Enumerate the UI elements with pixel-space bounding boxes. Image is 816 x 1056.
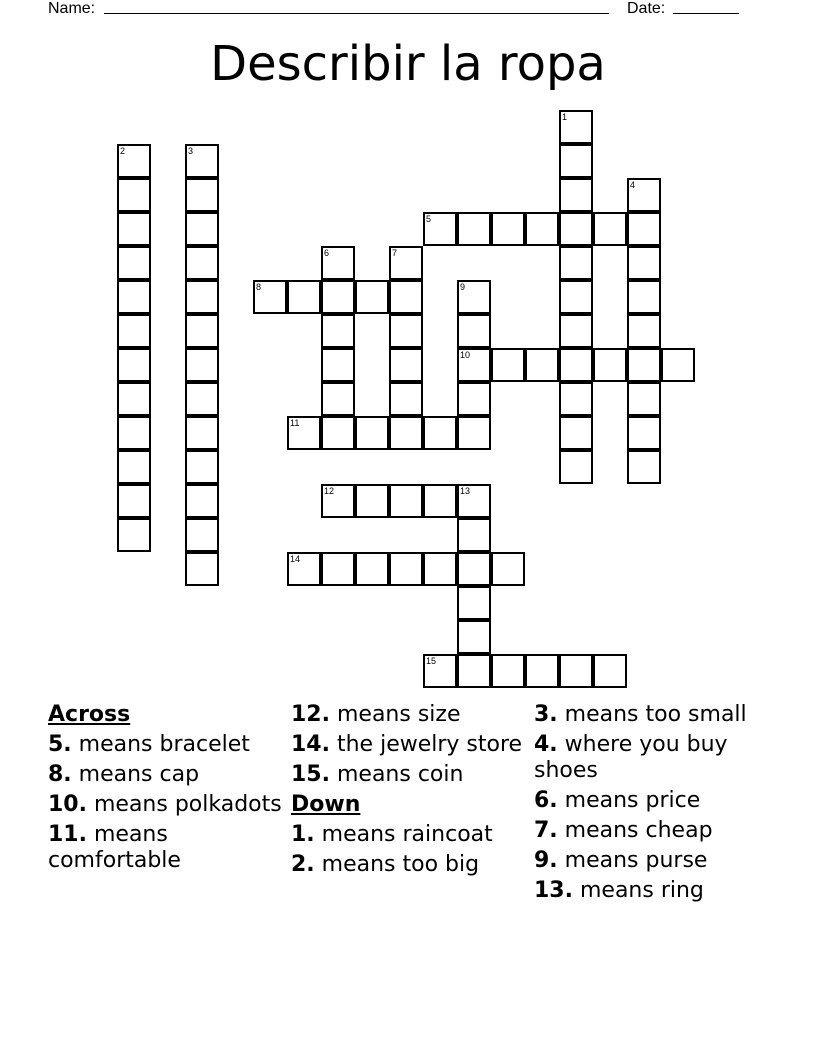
crossword-cell[interactable] xyxy=(355,416,389,450)
crossword-cell[interactable] xyxy=(185,484,219,518)
crossword-cell[interactable] xyxy=(389,382,423,416)
crossword-cell[interactable] xyxy=(321,280,355,314)
clue-number-label: 14. xyxy=(291,732,330,757)
crossword-cell[interactable] xyxy=(287,280,321,314)
clue-text: means polkadots xyxy=(86,792,282,817)
clue-number: 15 xyxy=(426,656,437,666)
clue-item xyxy=(534,878,770,904)
crossword-cell[interactable] xyxy=(321,314,355,348)
crossword-cell[interactable] xyxy=(117,144,151,178)
clue-text: the jewelry store xyxy=(329,732,523,757)
crossword-cell[interactable] xyxy=(321,484,355,518)
clue-number: 9 xyxy=(460,282,466,292)
crossword-cell[interactable] xyxy=(389,246,423,280)
crossword-cell[interactable] xyxy=(321,246,355,280)
crossword-cell[interactable] xyxy=(389,280,423,314)
clue-item xyxy=(48,822,284,874)
clue-number-label: 6. xyxy=(534,788,558,813)
crossword-cell[interactable] xyxy=(627,212,661,246)
crossword-cell[interactable] xyxy=(457,620,491,654)
clue-text: means raincoat xyxy=(314,822,493,847)
clue-item xyxy=(291,732,527,758)
crossword-cell[interactable] xyxy=(627,382,661,416)
clue-text: means price xyxy=(557,788,701,813)
clue-item xyxy=(48,762,284,788)
crossword-cell[interactable] xyxy=(321,382,355,416)
crossword-cell[interactable] xyxy=(389,416,423,450)
crossword-cell[interactable] xyxy=(253,280,287,314)
clue-item xyxy=(534,732,770,784)
crossword-cell[interactable] xyxy=(389,484,423,518)
clue-number: 14 xyxy=(290,554,301,564)
crossword-cell[interactable] xyxy=(457,518,491,552)
clue-text: means bracelet xyxy=(71,732,250,757)
clue-number-label: 3. xyxy=(534,702,558,727)
crossword-cell[interactable] xyxy=(491,552,525,586)
crossword-cell[interactable] xyxy=(525,348,559,382)
clue-number: 13 xyxy=(460,486,471,496)
crossword-cell[interactable] xyxy=(627,246,661,280)
crossword-cell[interactable] xyxy=(457,314,491,348)
crossword-cell[interactable] xyxy=(627,348,661,382)
crossword-cell[interactable] xyxy=(185,178,219,212)
clue-text: where you buy shoes xyxy=(534,732,728,783)
crossword-cell[interactable] xyxy=(559,246,593,280)
clue-number: 2 xyxy=(120,146,126,156)
clue-column-2 xyxy=(291,702,527,882)
crossword-cell[interactable] xyxy=(117,348,151,382)
clue-text: means purse xyxy=(557,848,708,873)
crossword-cell[interactable] xyxy=(457,280,491,314)
crossword-cell[interactable] xyxy=(457,212,491,246)
crossword-cell[interactable] xyxy=(423,484,457,518)
clue-number-label: 2. xyxy=(291,852,315,877)
crossword-cell[interactable] xyxy=(117,212,151,246)
crossword-cell[interactable] xyxy=(559,178,593,212)
crossword-cell[interactable] xyxy=(457,654,491,688)
clue-item xyxy=(291,822,527,848)
clue-text: means size xyxy=(329,702,461,727)
crossword-cell[interactable] xyxy=(423,212,457,246)
crossword-cell[interactable] xyxy=(457,552,491,586)
crossword-cell[interactable] xyxy=(627,280,661,314)
clue-text: means ring xyxy=(572,878,704,903)
crossword-cell[interactable] xyxy=(559,144,593,178)
crossword-cell[interactable] xyxy=(593,348,627,382)
clue-number: 3 xyxy=(188,146,194,156)
crossword-cell[interactable] xyxy=(457,348,491,382)
crossword-cell[interactable] xyxy=(321,552,355,586)
crossword-cell[interactable] xyxy=(559,382,593,416)
crossword-cell[interactable] xyxy=(321,348,355,382)
crossword-cell[interactable] xyxy=(491,212,525,246)
crossword-cell[interactable] xyxy=(423,416,457,450)
clue-item xyxy=(291,762,527,788)
clue-number-label: 12. xyxy=(291,702,330,727)
clue-number-label: 10. xyxy=(48,792,87,817)
clue-number-label: 9. xyxy=(534,848,558,873)
crossword-cell[interactable] xyxy=(423,654,457,688)
crossword-cell[interactable] xyxy=(457,484,491,518)
crossword-cell[interactable] xyxy=(593,654,627,688)
clue-number: 7 xyxy=(392,248,398,258)
crossword-cell[interactable] xyxy=(525,654,559,688)
crossword-cell[interactable] xyxy=(117,416,151,450)
crossword-cell[interactable] xyxy=(559,450,593,484)
crossword-cell[interactable] xyxy=(491,348,525,382)
crossword-cell[interactable] xyxy=(559,212,593,246)
clue-number: 6 xyxy=(324,248,330,258)
crossword-cell[interactable] xyxy=(185,246,219,280)
clue-item xyxy=(534,702,770,728)
crossword-cell[interactable] xyxy=(355,484,389,518)
clue-number-label: 13. xyxy=(534,878,573,903)
crossword-cell[interactable] xyxy=(117,246,151,280)
crossword-cell[interactable] xyxy=(627,314,661,348)
clue-number: 1 xyxy=(562,112,568,122)
clue-item xyxy=(534,848,770,874)
page-title: Describir la ropa xyxy=(210,36,606,92)
clue-item xyxy=(291,702,527,728)
crossword-cell[interactable] xyxy=(185,552,219,586)
crossword-cell[interactable] xyxy=(525,212,559,246)
crossword-cell[interactable] xyxy=(559,416,593,450)
crossword-cell[interactable] xyxy=(627,178,661,212)
clue-item xyxy=(534,788,770,814)
crossword-cell[interactable] xyxy=(185,518,219,552)
clue-item xyxy=(534,818,770,844)
clue-number: 8 xyxy=(256,282,262,292)
clue-item xyxy=(291,852,527,878)
clue-number: 11 xyxy=(290,418,300,428)
crossword-cell[interactable] xyxy=(559,314,593,348)
clue-item xyxy=(48,792,284,818)
clue-number-label: 4. xyxy=(534,732,558,757)
crossword-cell[interactable] xyxy=(117,382,151,416)
clue-number-label: 15. xyxy=(291,762,330,787)
clue-number: 12 xyxy=(324,486,335,496)
crossword-cell[interactable] xyxy=(355,552,389,586)
crossword-cell[interactable] xyxy=(117,314,151,348)
clue-text: means cap xyxy=(71,762,200,787)
crossword-cell[interactable] xyxy=(185,382,219,416)
crossword-cell[interactable] xyxy=(117,280,151,314)
crossword-cell[interactable] xyxy=(559,348,593,382)
crossword-cell[interactable] xyxy=(117,484,151,518)
crossword-cell[interactable] xyxy=(627,416,661,450)
crossword-cell[interactable] xyxy=(185,450,219,484)
name-label: Name: xyxy=(48,0,96,17)
clue-text: means too small xyxy=(557,702,747,727)
crossword-cell[interactable] xyxy=(287,552,321,586)
crossword-cell[interactable] xyxy=(321,416,355,450)
clue-number: 4 xyxy=(630,180,636,190)
crossword-cell[interactable] xyxy=(117,450,151,484)
crossword-cell[interactable] xyxy=(185,416,219,450)
clue-number: 5 xyxy=(426,214,432,224)
crossword-cell[interactable] xyxy=(185,144,219,178)
clue-column-3 xyxy=(534,702,770,908)
crossword-cell[interactable] xyxy=(185,280,219,314)
clue-heading: Across xyxy=(48,702,131,727)
clue-number-label: 7. xyxy=(534,818,558,843)
crossword-cell[interactable] xyxy=(389,552,423,586)
clue-item xyxy=(48,732,284,758)
crossword-cell[interactable] xyxy=(185,348,219,382)
crossword-cell[interactable] xyxy=(287,416,321,450)
clue-number-label: 11. xyxy=(48,822,87,847)
clue-column-1 xyxy=(48,702,284,878)
crossword-cell[interactable] xyxy=(185,212,219,246)
clue-text: means too big xyxy=(314,852,480,877)
crossword-cell[interactable] xyxy=(559,280,593,314)
crossword-cell[interactable] xyxy=(355,280,389,314)
crossword-cell[interactable] xyxy=(423,552,457,586)
clue-text: means cheap xyxy=(557,818,713,843)
date-label: Date: xyxy=(627,0,666,17)
crossword-cell[interactable] xyxy=(559,654,593,688)
crossword-cell[interactable] xyxy=(559,110,593,144)
clue-number-label: 5. xyxy=(48,732,72,757)
crossword-cell[interactable] xyxy=(389,348,423,382)
clue-heading: Down xyxy=(291,792,361,817)
crossword-cell[interactable] xyxy=(627,450,661,484)
clue-text: means comfortable xyxy=(48,822,181,873)
crossword-cell[interactable] xyxy=(389,314,423,348)
clue-text: means coin xyxy=(329,762,464,787)
crossword-cell[interactable] xyxy=(457,382,491,416)
crossword-cell[interactable] xyxy=(117,518,151,552)
clue-number-label: 8. xyxy=(48,762,72,787)
clue-number: 10 xyxy=(460,350,471,360)
crossword-cell[interactable] xyxy=(661,348,695,382)
crossword-cell[interactable] xyxy=(491,654,525,688)
crossword-cell[interactable] xyxy=(457,586,491,620)
clue-number-label: 1. xyxy=(291,822,315,847)
crossword-cell[interactable] xyxy=(185,314,219,348)
crossword-cell[interactable] xyxy=(117,178,151,212)
crossword-cell[interactable] xyxy=(593,212,627,246)
crossword-cell[interactable] xyxy=(457,416,491,450)
